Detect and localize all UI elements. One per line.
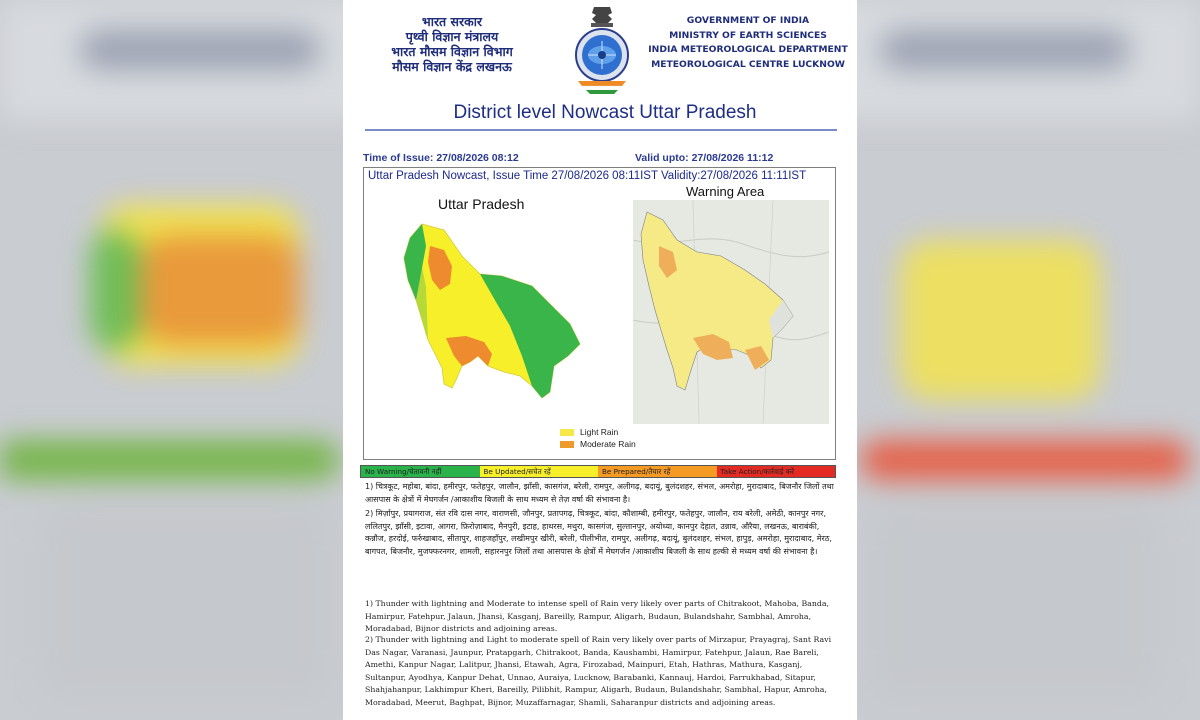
warning-scale-item: Be Prepared/तैयार रहें [598, 466, 717, 477]
legend-item [560, 438, 636, 450]
hindi-header-line: भारत मौसम विज्ञान विभाग [391, 44, 513, 59]
hindi-header-line: पृथ्वी विज्ञान मंत्रालय [405, 29, 499, 44]
english-warning-2: 2) Thunder with lightning and Light to moderate spell of Rain very likely over parts of Mirzapur, Prayagraj, Sant Ravi Das Nagar, Varanasi, Jaunpur, Pratapgarh, Chitrakoot, Banda, Kaushambi, Hamirpur, Fatehpur, Jalaun, Rae Bareli, Amethi, Kanpur Nagar, Lalitpur, Jhansi, Etawah, Agra, Firozabad, Mainpuri, Etah, Hathras, Mathura, Kasganj, Sultanpur, Ayodhya, Kanpur Dehat, Unnao, Auraiya, Lucknow, Barabanki, Kannauj, Hardoi, Farrukhabad, Sitapur, Shahjahanpur, Lakhimpur Kheri, Bareilly, Pilibhit, Rampur, Aligarh, Budaun, Bulandshahr, Sambhal, Hapur, Amroha, Moradabad, Meerut, Baghpat, Bijnor, Muzaffarnagar, Shamli, Saharanpur districts and adjoining areas. [365, 635, 832, 707]
hindi-header-line: भारत सरकार [421, 14, 483, 29]
warning-scale-item: Take Action/कार्रवाई करें [717, 466, 836, 477]
valid-value: 27/08/2026 11:12 [691, 152, 774, 164]
document-header [343, 0, 857, 98]
hindi-warning-2: 2) मिर्ज़ापुर, प्रयागराज, संत रवि दास नगर, वाराणसी, जौनपुर, प्रतापगढ़, चित्रकूट, बांदा, कौशाम्बी, हमीरपुर, फतेहपुर, जालौन, राय बरेली, अमेठी, कानपुर नगर, ललितपुर, झाँसी, इटावा, आगरा, फ़िरोज़ाबाद, मैनपुरी, इटाह, हाथरस, मथुरा, कासगंज, सुल्तानपुर, अयोध्या, कानपुर देहात, उन्नाव, औरैया, लखनऊ, बाराबंकी, कन्नौज, हरदोई, फर्रुखाबाद, सीतापुर, शाहजहाँपुर, लखीमपुर खीरी, बरेली, पीलीभीत, रामपुर, अलीगढ़, बदायूं, बुलंदशहर, संभल, हापुड़, अमरोहा, मुरादाबाद, मेरठ, बागपत, बिजनौर, मुजफ्फरनगर, शामली, सहारनपुर जिलों तथा आसपास के क्षेत्रों में मेघगर्जन /आकाशीय बिजली के साथ हल्की से मध्यम वर्षा की संभावना है। [365, 509, 832, 556]
issue-value: 27/08/2026 08:12 [436, 152, 519, 164]
valid-label: Valid upto: [635, 152, 689, 164]
issue-label: Time of Issue: [363, 152, 434, 164]
up-district-map [392, 216, 592, 406]
warning-scale [360, 465, 836, 478]
legend-swatch [560, 441, 574, 448]
english-header-line: INDIA METEOROLOGICAL DEPARTMENT [648, 44, 848, 55]
legend-label: Moderate Rain [580, 439, 636, 449]
map-left-label: Uttar Pradesh [438, 196, 525, 212]
english-warning-1: 1) Thunder with lightning and Moderate to intense spell of Rain very likely over parts of Chitrakoot, Mahoba, Banda, Hamirpur, Fatehpur, Jalaun, Jhansi, Kasganj, Bareilly, Rampur, Aligarh, Budaun, Bulandshahr, Sambhal, Amroha, Moradabad, Bijnor districts and adjoining areas. [365, 599, 829, 634]
english-header-line: METEOROLOGICAL CENTRE LUCKNOW [651, 58, 845, 70]
legend-label: Light Rain [580, 427, 619, 437]
hindi-header-line: मौसम विज्ञान केंद्र लखनऊ [392, 59, 512, 74]
map-right-label: Warning Area [686, 184, 765, 199]
map-banner: Uttar Pradesh Nowcast, Issue Time 27/08/2026 08:11IST Validity:27/08/2026 11:11IST [368, 170, 807, 182]
title-divider [365, 129, 837, 131]
legend-item [560, 426, 636, 438]
warning-scale-item: Be Updated/सचेत रहें [480, 466, 599, 477]
hindi-header [377, 14, 527, 74]
imd-emblem-icon [568, 3, 636, 95]
warning-area-map [633, 200, 829, 424]
hindi-warning-1: 1) चित्रकूट, महोबा, बांदा, हमीरपुर, फतेहपुर, जालौन, झाँसी, कासगंज, बरेली, रामपुर, अलीगढ़, बदायूं, बुलंदशहर, संभल, अमरोहा, मुरादाबाद, बिजनौर जिलों तथा आसपास के क्षेत्रों में मेघगर्जन /आकाशीय बिजली के साथ मध्यम से तेज़ वर्षा की संभावना है। [365, 482, 834, 504]
legend-swatch [560, 429, 574, 436]
warning-scale-item: No Warning/चेतावनी नहीं [361, 466, 480, 477]
nowcast-map-panel [363, 167, 836, 460]
valid-upto [635, 152, 773, 164]
time-of-issue [363, 152, 519, 164]
nowcast-document [343, 0, 857, 720]
english-header-line: GOVERNMENT OF INDIA [686, 15, 810, 26]
english-header [648, 14, 848, 72]
page-title: District level Nowcast Uttar Pradesh [453, 102, 757, 123]
english-header-line: MINISTRY OF EARTH SCIENCES [669, 29, 827, 41]
map-legend [560, 426, 636, 450]
